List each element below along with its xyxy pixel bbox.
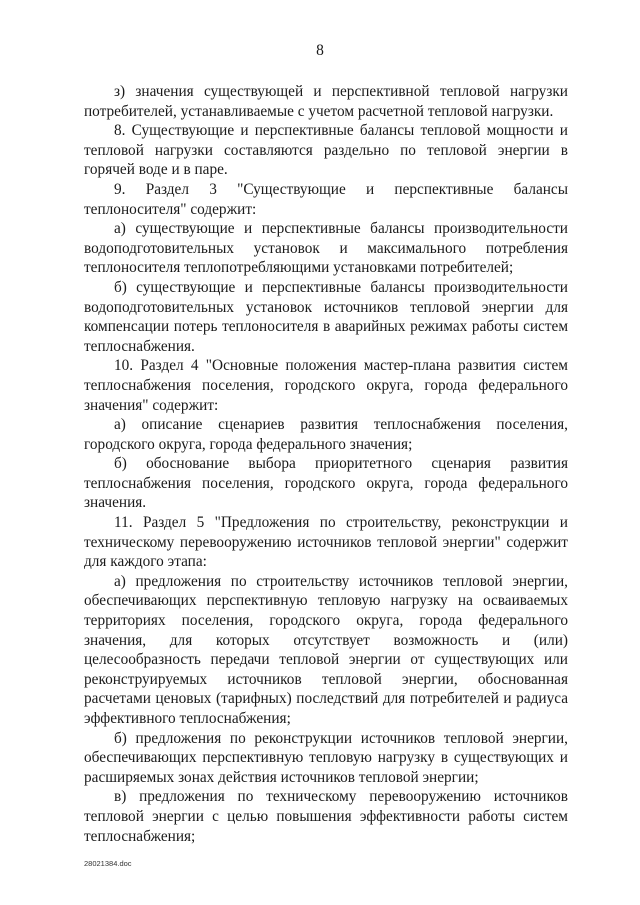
paragraph-11a: а) предложения по строительству источников тепловой энергии, обеспечивающих перспективную тепловую нагрузку на осваиваемых территориях поселения, городского округа, города федерального значения, для которых отсутствует возможность и (или) целесообразность передачи тепловой энергии от существующих или реконструируемых источников тепловой энергии, обоснованная расчетами ценовых (тарифных) последствий для потребителей и радиуса эффективного теплоснабжения; bbox=[84, 572, 568, 727]
document-body bbox=[84, 82, 568, 846]
paragraph-11b: б) предложения по реконструкции источников тепловой энергии, обеспечивающих перспективную тепловую нагрузку в существующих и расширяемых зонах действия источников тепловой энергии; bbox=[84, 729, 568, 786]
paragraph-item-z: з) значения существующей и перспективной тепловой нагрузки потребителей, устанавливаемые с учетом расчетной тепловой нагрузки. bbox=[84, 83, 568, 120]
paragraph-10b: б) обоснование выбора приоритетного сценария развития теплоснабжения поселения, городского округа, города федерального значения. bbox=[84, 455, 568, 512]
footer-filename: 28021384.doc bbox=[84, 859, 132, 868]
paragraph-9: 9. Раздел 3 "Существующие и перспективные балансы теплоносителя" содержит: bbox=[84, 180, 568, 218]
paragraph-9b: б) существующие и перспективные балансы производительности водоподготовительных установок источников тепловой энергии для компенсации потерь теплоносителя в аварийных режимах работы систем теплоснабжения. bbox=[84, 278, 568, 355]
paragraph-10a: а) описание сценариев развития теплоснабжения поселения, городского округа, города федерального значения; bbox=[84, 416, 568, 453]
paragraph-10: 10. Раздел 4 "Основные положения мастер-плана развития систем теплоснабжения поселения, городского округа, города федерального значения" содержит: bbox=[84, 357, 568, 414]
paragraph-9a: а) существующие и перспективные балансы производительности водоподготовительных установок и максимального потребления теплоносителя теплопотребляющими установками потребителей; bbox=[84, 220, 568, 277]
paragraph-8: 8. Существующие и перспективные балансы тепловой мощности и тепловой нагрузки составляются раздельно по тепловой энергии в горячей воде и в паре. bbox=[84, 122, 568, 179]
paragraph-11: 11. Раздел 5 "Предложения по строительству, реконструкции и техническому перевооружению источников тепловой энергии" содержит для каждого этапа: bbox=[84, 514, 568, 571]
page-number: 8 bbox=[316, 42, 324, 59]
paragraph-11v: в) предложения по техническому перевооружению источников тепловой энергии с целью повышения эффективности работы систем теплоснабжения; bbox=[84, 788, 568, 845]
